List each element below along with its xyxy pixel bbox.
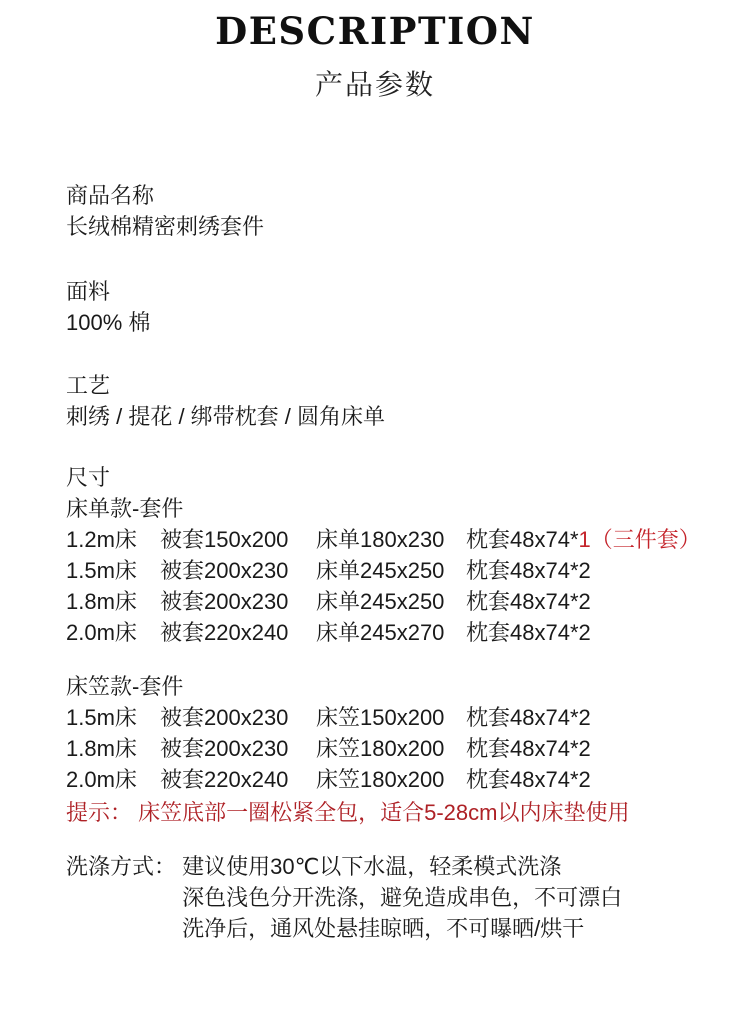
duvet-size: 被套220x240 xyxy=(160,620,289,645)
size-table-row xyxy=(66,555,710,586)
sheet-size: 床单180x230 xyxy=(316,527,445,552)
pillow-size: 枕套48x74*2 xyxy=(466,736,591,761)
product-name-value: 长绒棉精密刺绣套件 xyxy=(66,214,265,239)
duvet-size: 被套220x240 xyxy=(160,767,289,792)
bed-size: 1.5m床 xyxy=(66,705,137,730)
size-table-row xyxy=(66,617,710,648)
duvet-size: 被套200x230 xyxy=(160,589,289,614)
wash-instructions xyxy=(182,851,710,944)
sheet-size: 床单245x250 xyxy=(316,589,445,614)
wash-line: 深色浅色分开洗涤，避免造成串色，不可漂白 xyxy=(182,885,623,910)
size-group-title: 床单款-套件 xyxy=(66,496,184,521)
pillow-size: 枕套48x74*2 xyxy=(466,620,591,645)
duvet-size: 被套200x230 xyxy=(160,558,289,583)
pillow-size xyxy=(466,524,710,555)
craft-label: 工艺 xyxy=(66,373,111,398)
duvet-size: 被套200x230 xyxy=(160,736,289,761)
size-table-row xyxy=(66,733,710,764)
size-table-row xyxy=(66,524,710,555)
wash-label: 洗涤方式： xyxy=(66,854,183,879)
wash-line: 洗净后，通风处悬挂晾晒，不可曝晒/烘干 xyxy=(182,916,585,941)
sheet-size: 床单245x270 xyxy=(316,620,445,645)
pillow-size: 枕套48x74*2 xyxy=(466,589,591,614)
page-subtitle: 产品参数 xyxy=(314,69,435,100)
sheet-size: 床单245x250 xyxy=(316,558,445,583)
bed-size: 1.5m床 xyxy=(66,558,137,583)
fitted-sheet-size: 床笠150x200 xyxy=(316,705,445,730)
fitted-sheet-size: 床笠180x200 xyxy=(316,767,445,792)
pillow-size: 枕套48x74*2 xyxy=(466,558,591,583)
fabric-value: 100% 棉 xyxy=(66,310,151,335)
bed-size: 1.8m床 xyxy=(66,589,137,614)
product-parameters xyxy=(0,180,750,944)
wash-line: 建议使用30℃以下水温，轻柔模式洗涤 xyxy=(182,854,562,879)
size-table-row xyxy=(66,702,710,733)
fitted-sheet-size: 床笠180x200 xyxy=(316,736,445,761)
bed-size: 1.8m床 xyxy=(66,736,137,761)
page-title: DESCRIPTION xyxy=(215,9,535,53)
section-product-name xyxy=(66,180,710,242)
fitted-sheet-tip: 提示： 床笠底部一圈松紧全包，适合5-28cm以内床垫使用 xyxy=(66,800,630,825)
pillow-size: 枕套48x74*2 xyxy=(466,705,591,730)
craft-value: 刺绣 / 提花 / 绑带枕套 / 圆角床单 xyxy=(66,404,386,429)
bed-size: 2.0m床 xyxy=(66,620,137,645)
duvet-size: 被套150x200 xyxy=(160,527,289,552)
duvet-size: 被套200x230 xyxy=(160,705,289,730)
pillow-size-highlight: 1（三件套） xyxy=(578,527,701,552)
section-craft xyxy=(66,370,710,432)
size-group-fitted-set xyxy=(66,671,710,795)
section-size xyxy=(66,462,710,828)
section-wash xyxy=(66,851,710,944)
size-group-title: 床笠款-套件 xyxy=(66,674,184,699)
size-table-row xyxy=(66,764,710,795)
pillow-size: 枕套48x74*2 xyxy=(466,767,591,792)
bed-size: 1.2m床 xyxy=(66,527,137,552)
size-table-row xyxy=(66,586,710,617)
fabric-label: 面料 xyxy=(66,279,111,304)
size-group-sheet-set xyxy=(66,493,710,648)
product-name-label: 商品名称 xyxy=(66,183,155,208)
pillow-size-text: 枕套48x74* xyxy=(466,527,579,552)
section-fabric xyxy=(66,276,710,338)
size-label: 尺寸 xyxy=(66,465,111,490)
bed-size: 2.0m床 xyxy=(66,767,137,792)
